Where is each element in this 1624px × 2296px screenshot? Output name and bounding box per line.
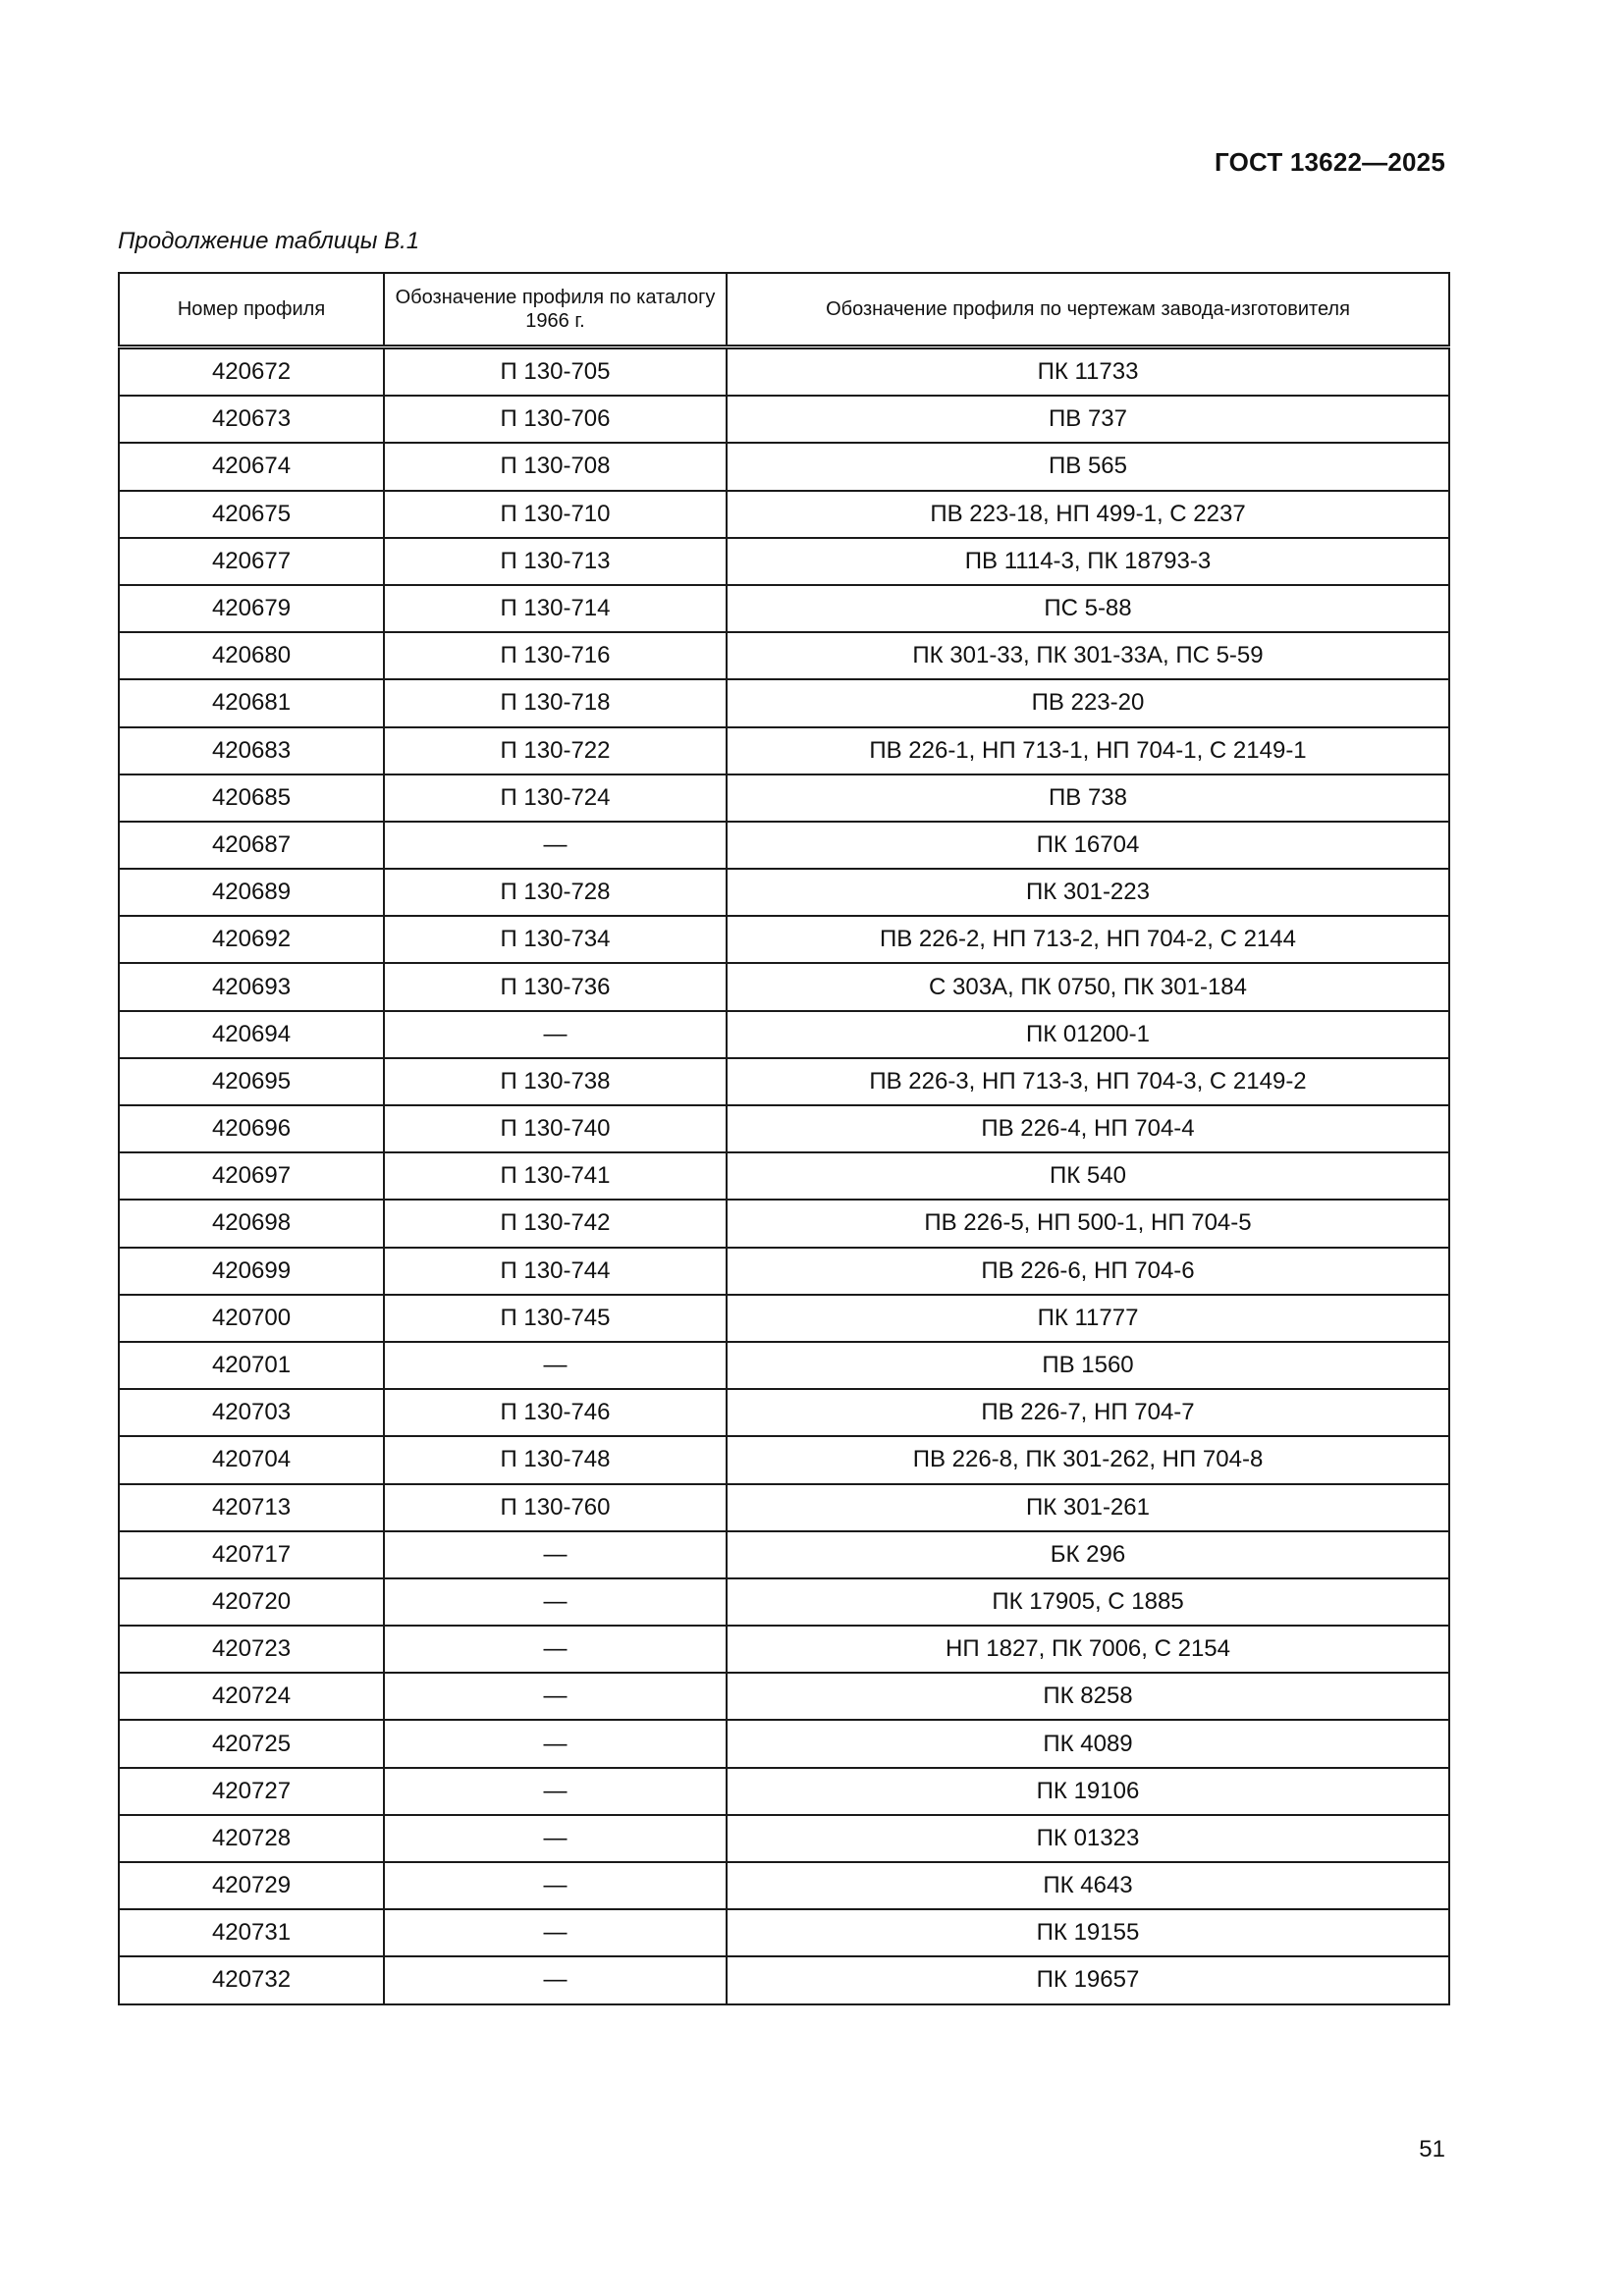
cell-factory-drawings: ПВ 738 bbox=[727, 774, 1449, 822]
cell-factory-drawings: ПК 11733 bbox=[727, 347, 1449, 397]
cell-profile-number: 420695 bbox=[119, 1058, 384, 1105]
cell-factory-drawings: ПВ 223-18, НП 499-1, С 2237 bbox=[727, 491, 1449, 538]
cell-catalog-1966: П 130-718 bbox=[384, 679, 727, 726]
cell-catalog-1966: П 130-748 bbox=[384, 1436, 727, 1483]
table-row bbox=[119, 538, 1449, 585]
table-row bbox=[119, 869, 1449, 916]
cell-profile-number: 420704 bbox=[119, 1436, 384, 1483]
table-row bbox=[119, 1862, 1449, 1909]
cell-catalog-1966: П 130-706 bbox=[384, 396, 727, 443]
table-row bbox=[119, 1058, 1449, 1105]
cell-profile-number: 420732 bbox=[119, 1956, 384, 2003]
table-row bbox=[119, 774, 1449, 822]
cell-profile-number: 420693 bbox=[119, 963, 384, 1010]
cell-factory-drawings: ПВ 226-3, НП 713-3, НП 704-3, С 2149-2 bbox=[727, 1058, 1449, 1105]
cell-factory-drawings: С 303А, ПК 0750, ПК 301-184 bbox=[727, 963, 1449, 1010]
cell-profile-number: 420677 bbox=[119, 538, 384, 585]
table-row bbox=[119, 1248, 1449, 1295]
cell-catalog-1966: П 130-760 bbox=[384, 1484, 727, 1531]
table-row bbox=[119, 1105, 1449, 1152]
table-row bbox=[119, 396, 1449, 443]
cell-factory-drawings: ПК 19106 bbox=[727, 1768, 1449, 1815]
table-row bbox=[119, 727, 1449, 774]
cell-factory-drawings: ПВ 226-7, НП 704-7 bbox=[727, 1389, 1449, 1436]
cell-profile-number: 420673 bbox=[119, 396, 384, 443]
table-row bbox=[119, 1152, 1449, 1200]
page-number: 51 bbox=[1419, 2136, 1445, 2163]
cell-profile-number: 420713 bbox=[119, 1484, 384, 1531]
table-row bbox=[119, 1768, 1449, 1815]
table-header-row bbox=[119, 273, 1449, 347]
cell-factory-drawings: ПК 16704 bbox=[727, 822, 1449, 869]
cell-profile-number: 420725 bbox=[119, 1720, 384, 1767]
cell-factory-drawings: ПВ 226-4, НП 704-4 bbox=[727, 1105, 1449, 1152]
cell-profile-number: 420696 bbox=[119, 1105, 384, 1152]
cell-factory-drawings: ПК 11777 bbox=[727, 1295, 1449, 1342]
cell-factory-drawings: ПК 4089 bbox=[727, 1720, 1449, 1767]
cell-profile-number: 420701 bbox=[119, 1342, 384, 1389]
table-row bbox=[119, 963, 1449, 1010]
table-row bbox=[119, 1815, 1449, 1862]
cell-profile-number: 420720 bbox=[119, 1578, 384, 1626]
cell-profile-number: 420685 bbox=[119, 774, 384, 822]
table-row bbox=[119, 443, 1449, 490]
cell-profile-number: 420689 bbox=[119, 869, 384, 916]
cell-catalog-1966: П 130-705 bbox=[384, 347, 727, 397]
cell-profile-number: 420724 bbox=[119, 1673, 384, 1720]
cell-catalog-1966: П 130-734 bbox=[384, 916, 727, 963]
cell-factory-drawings: БК 296 bbox=[727, 1531, 1449, 1578]
cell-catalog-1966: П 130-722 bbox=[384, 727, 727, 774]
cell-factory-drawings: ПВ 226-6, НП 704-6 bbox=[727, 1248, 1449, 1295]
cell-catalog-1966: П 130-713 bbox=[384, 538, 727, 585]
cell-profile-number: 420681 bbox=[119, 679, 384, 726]
table-row bbox=[119, 1909, 1449, 1956]
cell-catalog-1966: — bbox=[384, 1626, 727, 1673]
table-row bbox=[119, 1626, 1449, 1673]
cell-profile-number: 420692 bbox=[119, 916, 384, 963]
cell-catalog-1966: — bbox=[384, 1862, 727, 1909]
cell-factory-drawings: ПК 301-261 bbox=[727, 1484, 1449, 1531]
cell-factory-drawings: ПК 19155 bbox=[727, 1909, 1449, 1956]
cell-profile-number: 420699 bbox=[119, 1248, 384, 1295]
cell-catalog-1966: П 130-724 bbox=[384, 774, 727, 822]
cell-factory-drawings: ПВ 223-20 bbox=[727, 679, 1449, 726]
cell-profile-number: 420723 bbox=[119, 1626, 384, 1673]
cell-profile-number: 420697 bbox=[119, 1152, 384, 1200]
table-row bbox=[119, 491, 1449, 538]
cell-catalog-1966: — bbox=[384, 1768, 727, 1815]
cell-profile-number: 420700 bbox=[119, 1295, 384, 1342]
cell-profile-number: 420680 bbox=[119, 632, 384, 679]
cell-profile-number: 420672 bbox=[119, 347, 384, 397]
cell-catalog-1966: П 130-741 bbox=[384, 1152, 727, 1200]
cell-factory-drawings: НП 1827, ПК 7006, С 2154 bbox=[727, 1626, 1449, 1673]
table-row bbox=[119, 1011, 1449, 1058]
table-row bbox=[119, 1342, 1449, 1389]
cell-catalog-1966: П 130-745 bbox=[384, 1295, 727, 1342]
cell-factory-drawings: ПК 17905, С 1885 bbox=[727, 1578, 1449, 1626]
table-row bbox=[119, 347, 1449, 397]
cell-catalog-1966: — bbox=[384, 1720, 727, 1767]
cell-factory-drawings: ПВ 1560 bbox=[727, 1342, 1449, 1389]
cell-factory-drawings: ПК 301-223 bbox=[727, 869, 1449, 916]
cell-profile-number: 420731 bbox=[119, 1909, 384, 1956]
cell-catalog-1966: П 130-736 bbox=[384, 963, 727, 1010]
cell-factory-drawings: ПК 01200-1 bbox=[727, 1011, 1449, 1058]
cell-catalog-1966: П 130-746 bbox=[384, 1389, 727, 1436]
cell-catalog-1966: — bbox=[384, 1342, 727, 1389]
cell-factory-drawings: ПВ 226-5, НП 500-1, НП 704-5 bbox=[727, 1200, 1449, 1247]
cell-catalog-1966: — bbox=[384, 1815, 727, 1862]
column-header-catalog-1966: Обозначение профиля по каталогу 1966 г. bbox=[384, 273, 727, 347]
cell-factory-drawings: ПК 8258 bbox=[727, 1673, 1449, 1720]
cell-profile-number: 420729 bbox=[119, 1862, 384, 1909]
cell-profile-number: 420728 bbox=[119, 1815, 384, 1862]
table-row bbox=[119, 916, 1449, 963]
cell-factory-drawings: ПК 4643 bbox=[727, 1862, 1449, 1909]
document-id: ГОСТ 13622—2025 bbox=[1215, 147, 1445, 177]
table-row bbox=[119, 1673, 1449, 1720]
cell-factory-drawings: ПВ 565 bbox=[727, 443, 1449, 490]
cell-catalog-1966: — bbox=[384, 1011, 727, 1058]
cell-catalog-1966: — bbox=[384, 822, 727, 869]
cell-factory-drawings: ПВ 737 bbox=[727, 396, 1449, 443]
cell-profile-number: 420687 bbox=[119, 822, 384, 869]
cell-profile-number: 420694 bbox=[119, 1011, 384, 1058]
cell-factory-drawings: ПК 540 bbox=[727, 1152, 1449, 1200]
cell-factory-drawings: ПВ 226-8, ПК 301-262, НП 704-8 bbox=[727, 1436, 1449, 1483]
table-row bbox=[119, 1578, 1449, 1626]
table-row bbox=[119, 1200, 1449, 1247]
table-row bbox=[119, 822, 1449, 869]
table-body bbox=[119, 347, 1449, 2004]
cell-profile-number: 420703 bbox=[119, 1389, 384, 1436]
cell-catalog-1966: П 130-728 bbox=[384, 869, 727, 916]
cell-factory-drawings: ПВ 1114-3, ПК 18793-3 bbox=[727, 538, 1449, 585]
cell-factory-drawings: ПК 19657 bbox=[727, 1956, 1449, 2003]
cell-profile-number: 420675 bbox=[119, 491, 384, 538]
cell-catalog-1966: П 130-744 bbox=[384, 1248, 727, 1295]
table-caption: Продолжение таблицы В.1 bbox=[118, 228, 420, 254]
cell-profile-number: 420679 bbox=[119, 585, 384, 632]
cell-catalog-1966: — bbox=[384, 1531, 727, 1578]
cell-factory-drawings: ПС 5-88 bbox=[727, 585, 1449, 632]
table-row bbox=[119, 1720, 1449, 1767]
cell-profile-number: 420717 bbox=[119, 1531, 384, 1578]
column-header-profile-number: Номер профиля bbox=[119, 273, 384, 347]
cell-catalog-1966: П 130-716 bbox=[384, 632, 727, 679]
cell-factory-drawings: ПК 301-33, ПК 301-33А, ПС 5-59 bbox=[727, 632, 1449, 679]
cell-catalog-1966: — bbox=[384, 1673, 727, 1720]
cell-catalog-1966: П 130-708 bbox=[384, 443, 727, 490]
column-header-factory-drawings: Обозначение профиля по чертежам завода-изготовителя bbox=[727, 273, 1449, 347]
table-row bbox=[119, 632, 1449, 679]
cell-profile-number: 420683 bbox=[119, 727, 384, 774]
cell-catalog-1966: П 130-740 bbox=[384, 1105, 727, 1152]
cell-catalog-1966: — bbox=[384, 1909, 727, 1956]
cell-profile-number: 420727 bbox=[119, 1768, 384, 1815]
table-row bbox=[119, 1295, 1449, 1342]
cell-profile-number: 420698 bbox=[119, 1200, 384, 1247]
cell-catalog-1966: П 130-738 bbox=[384, 1058, 727, 1105]
table-row bbox=[119, 1484, 1449, 1531]
cell-factory-drawings: ПВ 226-2, НП 713-2, НП 704-2, С 2144 bbox=[727, 916, 1449, 963]
cell-catalog-1966: П 130-742 bbox=[384, 1200, 727, 1247]
cell-factory-drawings: ПВ 226-1, НП 713-1, НП 704-1, С 2149-1 bbox=[727, 727, 1449, 774]
table-row bbox=[119, 1956, 1449, 2003]
cell-profile-number: 420674 bbox=[119, 443, 384, 490]
table-row bbox=[119, 1531, 1449, 1578]
cell-factory-drawings: ПК 01323 bbox=[727, 1815, 1449, 1862]
table-row bbox=[119, 1389, 1449, 1436]
table-row bbox=[119, 585, 1449, 632]
table-row bbox=[119, 679, 1449, 726]
cell-catalog-1966: П 130-714 bbox=[384, 585, 727, 632]
table-row bbox=[119, 1436, 1449, 1483]
cell-catalog-1966: — bbox=[384, 1956, 727, 2003]
cell-catalog-1966: П 130-710 bbox=[384, 491, 727, 538]
profiles-table bbox=[118, 272, 1450, 2005]
cell-catalog-1966: — bbox=[384, 1578, 727, 1626]
